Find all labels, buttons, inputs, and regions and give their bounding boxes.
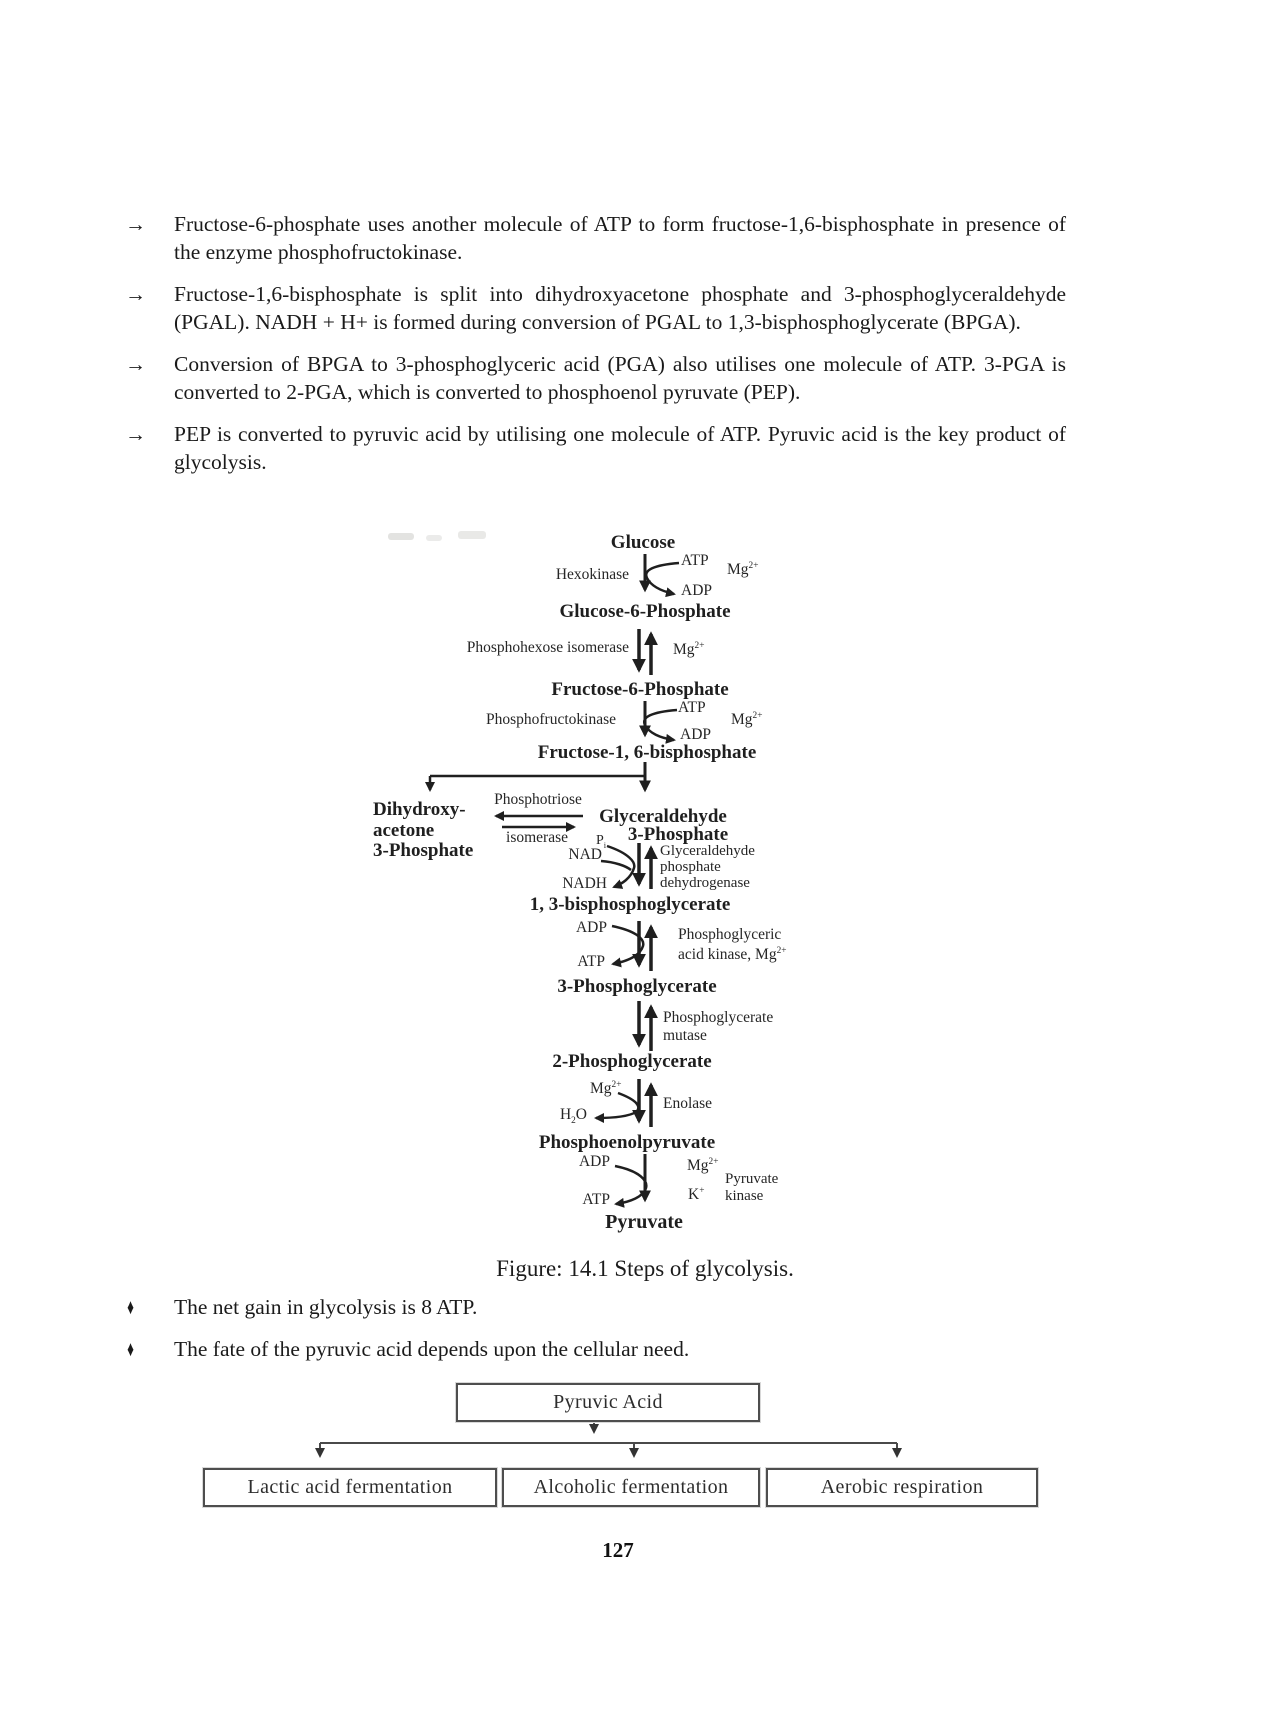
label-adp: ADP	[680, 726, 712, 743]
arrow-bullet-icon: →	[125, 422, 146, 446]
label-isomerase: isomerase	[506, 829, 568, 846]
label-phosphoglyceric-acid-kinase: Phosphoglyceric acid kinase, $Mg^{2+}$	[678, 926, 787, 963]
label-pi: $P_i$	[596, 833, 607, 850]
page-number: 127	[602, 1538, 634, 1562]
note-item	[125, 1335, 1066, 1363]
label-glyceraldehyde-3-phosphate: Glyceraldehyde	[599, 806, 727, 827]
bullet-text: Conversion of BPGA to 3-phosphoglyceric acid (PGA) also utilises one molecule of ATP. 3-PGA is converted to 2-PGA, which is converted to phosphoenol pyruvate (PEP).	[174, 352, 1066, 404]
label-mg: $Mg^{2+}$	[590, 1079, 622, 1097]
label-pyruvate-kinase: Pyruvate kinase	[725, 1171, 779, 1204]
label-nad: NAD	[568, 846, 602, 863]
label-pyruvate: Pyruvate	[605, 1211, 683, 1233]
flowchart-box-lactic-acid-fermentation: Lactic acid fermentation	[203, 1468, 497, 1507]
label-mg: $Mg^{2+}$	[673, 640, 705, 658]
note-text: The net gain in glycolysis is 8 ATP.	[174, 1295, 478, 1319]
arrow-bullet-icon: →	[125, 282, 146, 306]
label-glyceraldehyde-3-phosphate-line2: 3-Phosphate	[627, 824, 729, 845]
label-nadh: NADH	[562, 875, 607, 892]
label-2-phosphoglycerate: 2-Phosphoglycerate	[552, 1051, 712, 1072]
label-atp: ATP	[582, 1191, 610, 1208]
bullet-text: PEP is converted to pyruvic acid by utilising one molecule of ATP. Pyruvic acid is the key product of glycolysis.	[174, 422, 1066, 474]
note-item	[125, 1293, 1066, 1321]
label-mg: $Mg^{2+}$	[687, 1156, 719, 1174]
bullet-text: Fructose-6-phosphate uses another molecule of ATP to form fructose-1,6-bisphosphate in presence of the enzyme phosphofructokinase.	[174, 212, 1066, 264]
diamond-bullet-icon: ♦	[127, 1295, 134, 1319]
flowchart-box-alcoholic-fermentation: Alcoholic fermentation	[502, 1468, 760, 1507]
bullet-text: Fructose-1,6-bisphosphate is split into dihydroxyacetone phosphate and 3-phosphoglyceraldehyde (PGAL). NADH + H+ is formed during conversion of PGAL to 1,3-bisphosphoglycerate (BPGA).	[174, 282, 1066, 334]
label-atp: ATP	[678, 699, 706, 716]
label-k-plus: K+	[688, 1185, 705, 1203]
arrow-bullet-icon: →	[125, 212, 146, 236]
label-fructose-16-bisphosphate: Fructose-1, 6-bisphosphate	[537, 742, 757, 763]
diamond-bullet-icon: ♦	[127, 1337, 134, 1361]
label-adp: ADP	[681, 582, 713, 599]
label-adp: ADP	[578, 1153, 610, 1170]
scan-artifact	[426, 535, 442, 541]
label-mg: $Mg^{2+}$	[731, 710, 763, 728]
scan-artifact	[458, 531, 486, 539]
label-phosphoglycerate-mutase: Phosphoglycerate mutase	[663, 1009, 774, 1044]
label-mg: $Mg^{2+}$	[727, 560, 759, 578]
label-phosphofructokinase: Phosphofructokinase	[485, 711, 616, 728]
flowchart-box-aerobic-respiration: Aerobic respiration	[766, 1468, 1038, 1507]
label-13-bisphosphoglycerate: 1, 3-bisphosphoglycerate	[529, 894, 731, 915]
scan-artifact	[388, 533, 414, 540]
label-dihydroxyacetone-3-phosphate: Dihydroxy- acetone 3-Phosphate	[373, 799, 474, 861]
label-glucose: Glucose	[610, 532, 676, 553]
diamond-bullet-list	[125, 1293, 1066, 1377]
label-glucose-6-phosphate: Glucose-6-Phosphate	[559, 601, 731, 622]
label-phosphotriose: Phosphotriose	[494, 791, 582, 808]
label-enolase: Enolase	[663, 1095, 713, 1112]
label-h2o: $H_2O$	[559, 1106, 587, 1127]
label-adp: ADP	[575, 919, 607, 936]
figure-caption: Figure: 14.1 Steps of glycolysis.	[496, 1256, 794, 1281]
flowchart-box-pyruvic-acid: Pyruvic Acid	[456, 1383, 760, 1422]
note-text: The fate of the pyruvic acid depends upon the cellular need.	[174, 1337, 690, 1361]
label-3-phosphoglycerate: 3-Phosphoglycerate	[557, 976, 717, 997]
arrow-bullet-icon: →	[125, 352, 146, 376]
label-atp: ATP	[577, 953, 605, 970]
label-glyceraldehyde-phosphate-dehydrogenase: Glyceraldehyde phosphate dehydrogenase	[660, 843, 755, 891]
label-phosphoenolpyruvate: Phosphoenolpyruvate	[538, 1132, 716, 1153]
label-atp: ATP	[681, 552, 709, 569]
label-fructose-6-phosphate: Fructose-6-Phosphate	[551, 679, 729, 700]
label-hexokinase: Hexokinase	[555, 566, 629, 583]
label-phosphohexose-isomerase: Phosphohexose isomerase	[466, 639, 629, 656]
